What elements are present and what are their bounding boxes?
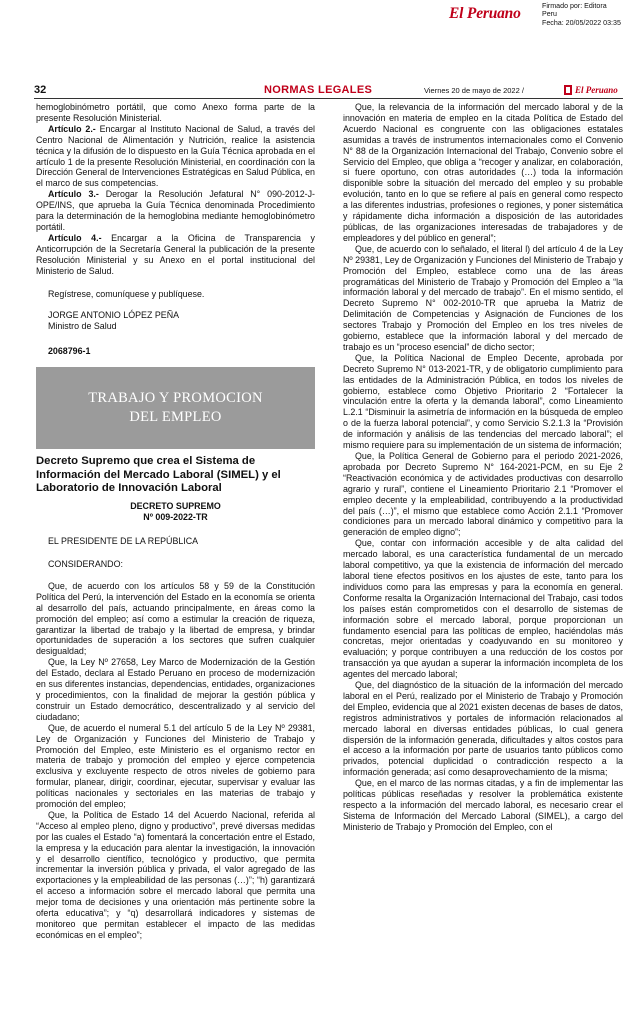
signature-block xyxy=(36,289,315,333)
publication-code: 2068796-1 xyxy=(48,346,91,357)
article-lead: Artículo 3.- xyxy=(48,189,99,200)
considerando-paragraph: Que, de acuerdo con los artículos 58 y 59 de la Constitución Política del Perú, la intervención del Estado en la economía se orienta al desarrollo del país, actuando principalmente, en áreas como la promoción del empleo; así como a estimular la creación de riqueza, garantizar la libertad de trabajo y la libertad de empresa, y brindar oportunidades de superación a los sectores que sufren cualquier desigualdad; xyxy=(36,580,315,657)
considerando-paragraph: Que, la relevancia de la información del mercado laboral y de la innovación en materia de empleo en la citada Política de Estado del Acuerdo Nacional es congruente con las obligaciones estatales asumidas a través de instrumentos internacionales como el Convenio N° 88 de la Organización Internacional del Trabajo, Convenio sobre el Servicio del Empleo, que obliga a “recoger y analizar, en colaboración, si fuere oportuno, con otras autoridades (…) toda la información disponible sobre la situación del mercado del empleo y su probable evolución, tanto en lo que se refiere al país en general como respecto a las diferentes industrias, profesiones o regiones, y poner sistemática y rápidamente dicha información a disposición de las autoridades públicas, de las organizaciones interesadas de trabajadores y de empleadores y del público en general”; xyxy=(343,102,623,243)
signature-line-1: Firmado por: Editora xyxy=(542,2,607,10)
article-paragraph xyxy=(36,124,315,189)
signer-title: Ministro de Salud xyxy=(48,321,117,332)
considerando-paragraph: Que, la Política de Estado 14 del Acuerdo Nacional, referida al “Acceso al empleo pleno, digno y productivo”, prevé diversas medidas por las cuales el Estado “a) fomentará la concertación entre el Estado, la empresa y la educación para alentar la investigación, la innovación y el desarrollo científico, tecnológico y productivo, que permita incrementar la inversión pública y privada, el valor agregado de las exportaciones y la empleabilidad de las personas (…)”; “h) garantizará el acceso a información sobre el mercado laboral que permita una mejor toma de decisiones y una orientación más pertinente sobre la oferta educativa”; y “q) desarrollará indicadores y sistemas de monitoreo que permitan establecer el impacto de las medidas económicas en el empleo”; xyxy=(36,809,315,940)
issue-date: Viernes 20 de mayo de 2022 / xyxy=(424,86,524,95)
section-title: NORMAS LEGALES xyxy=(264,84,373,96)
article-lead: Artículo 4.- xyxy=(48,232,102,243)
header-rule xyxy=(34,98,623,99)
section-banner xyxy=(36,367,315,449)
decree-title: Decreto Supremo que crea el Sistema de Información del Mercado Laboral (SIMEL) y el Laboratorio de Innovación Laboral xyxy=(36,455,281,495)
article-text: Derogar la Resolución Jefatural N° 090-2012-J-OPE/INS, que aprueba la Guía Técnica denominada Procedimiento para la determinación de la hemoglobina mediante hemoglobinómetro portátil. xyxy=(36,189,315,232)
left-column xyxy=(36,102,315,941)
decree-number: Nº 009-2022-TR xyxy=(143,511,208,522)
el-peruano-logo: El Peruano xyxy=(449,5,521,22)
newspaper-emblem-icon xyxy=(564,85,572,95)
page-number: 32 xyxy=(34,84,47,96)
article-lead: Artículo 2.- xyxy=(48,123,96,134)
header-paper-name: El Peruano xyxy=(575,85,618,95)
considerando-paragraph: Que, la Política General de Gobierno para el periodo 2021-2026, aprobada por Decreto Supremo N° 164-2021-PCM, en su Eje 2 “Reactivación económica y de actividades productivas con desarrollo agrario y rural”, contiene el Lineamiento Prioritario 2.1 “Promover el empleo decente y la empleabilidad, contribuyendo a la productividad del país (…)”, el mismo que establece como Acción 2.1.1 “Promover condiciones para un mercado laboral dinámico y competitivo para la generación de empleo digno”; xyxy=(343,451,623,538)
section-banner-line-2: DEL EMPLEO xyxy=(129,409,222,426)
article-paragraph xyxy=(36,189,315,233)
considerando-paragraph: Que, en el marco de las normas citadas, y a fin de implementar las políticas públicas reseñadas y resolver la problemática existente respecto a la información del mercado laboral, es necesario crear el Sistema de Información del Mercado Laboral (SIMEL), a cargo del Ministerio de Trabajo y Promoción del Empleo, con el xyxy=(343,778,623,832)
closing-formula: Regístrese, comuníquese y publíquese. xyxy=(48,288,205,299)
considerando-paragraph: Que, contar con información accesible y de alta calidad del mercado laboral, es una característica fundamental de un mercado laboral competitivo, ya que la existencia de información del mercado laboral tiene efectos positivos en los ajustes de este, tanto para los individuos como para las empresas y para la economía en general. Conforme resalta la Organización Internacional del Trabajo, casi todos los países están comprometidos con el desarrollo de sistemas de información sobre el mercado laboral, porque proporcionan un fundamento esencial para las políticas de empleo, haciéndolas más concretas, mejor orientadas y coadyuvando en su monitoreo y evaluación; y porque contribuyen a una reducción de los costos por transacción ya que ayudan a superar la información incompleta de los agentes del mercado laboral; xyxy=(343,538,623,680)
digital-signature-note xyxy=(542,2,621,27)
considerando-paragraph: Que, del diagnóstico de la situación de la información del mercado laboral en el Perú, realizado por el Ministerio de Trabajo y Promoción del Empleo, evidencia que al 2021 existen decenas de bases de datos, registros administrativos y portales de información relacionados al mercado laboral en diversas entidades públicas, lo cual genera dispersión de la información generada, dificultades y altos costos para el acceso a la información por parte de usuarios tanto públicos como privados, potencial duplicidad o contradicción respecto a la información generada; así como desaprovechamiento de la misma; xyxy=(343,680,623,778)
considerando-paragraph: Que, de acuerdo con lo señalado, el literal l) del artículo 4 de la Ley Nº 29381, Ley de Organización y Funciones del Ministerio de Trabajo y Promoción del Empleo, establece como una de las áreas programáticas del Ministerio de Trabajo y Promoción del Empleo a “la información laboral y del mercado de trabajo”. En el mismo sentido, el Decreto Supremo N° 002-2010-TR que aprueba la Matriz de Delimitación de Competencias y Asignación de Funciones de los sectores Trabajo y Promoción del Empleo en los tres niveles de gobierno, establece que la información laboral y del mercado de trabajo es un “proceso esencial” de dicho sector; xyxy=(343,243,623,352)
article-text: Encargar a la Oficina de Transparencia y Anticorrupción de la Secretaría General la publicación de la presente Resolución Ministerial y su Anexo en el portal institucional del Ministerio de Salud. xyxy=(36,232,315,276)
considerando-paragraph: Que, de acuerdo el numeral 5.1 del artículo 5 de la Ley Nº 29381, Ley de Organización y Funciones del Ministerio de Trabajo y Promoción del Empleo, este Ministerio es el organismo rector en materia de trabajo y promoción del empleo y ejerce competencia exclusiva y excluyente respecto de otros niveles de gobierno para formular, planear, dirigir, coordinar, ejecutar, supervisar y evaluar las políticas nacionales y sectoriales en las materias de trabajo y promoción del empleo; xyxy=(36,722,315,810)
article-text: Encargar al Instituto Nacional de Salud, a través del Centro Nacional de Alimentación y Nutrición, realice la asistencia técnica y la difusión de lo dispuesto en la Guía Técnica aprobada en el artículo 1 de la presente Resolución Ministerial, en coordinación con la Dirección General de Intervenciones Estratégicas en Salud Pública, en el marco de sus competencias. xyxy=(36,123,315,189)
right-column xyxy=(343,102,623,833)
decree-kind: DECRETO SUPREMO xyxy=(130,500,221,511)
signer-name: JORGE ANTONIO LÓPEZ PEÑA xyxy=(48,310,180,321)
paragraph: hemoglobinómetro portátil, que como Anexo forma parte de la presente Resolución Ministerial. xyxy=(36,102,315,123)
considerando-paragraph: Que, la Política Nacional de Empleo Decente, aprobada por Decreto Supremo N° 013-2021-TR, y de obligatorio cumplimiento para las entidades de la Administración Pública, en todos los niveles de gobierno, establece como Objetivo Prioritario 2 “Fortalecer la vinculación entre la oferta y la demanda laboral”, como Lineamiento L.2.1 “Disminuir la asimetría de información en la búsqueda de empleo o de la fuerza laboral potencial”, y como Servicio S.2.1.3 la “Provisión de información y análisis de las tendencias del mercado laboral”; el mismo requiere para su implementación de un sistema de información; xyxy=(343,352,623,451)
section-banner-line-1: TRABAJO Y PROMOCION xyxy=(88,390,263,407)
issuer-heading: EL PRESIDENTE DE LA REPÚBLICA xyxy=(48,536,199,547)
article-paragraph xyxy=(36,233,315,277)
considerando-paragraph: Que, la Ley Nº 27658, Ley Marco de Modernización de la Gestión del Estado, declara al Estado Peruano en proceso de modernización en sus diferentes instancias, dependencias, entidades, organizaciones y procedimientos, con la finalidad de mejorar la gestión pública y construir un Estado democrático, descentralizado y al servicio del ciudadano; xyxy=(36,657,315,722)
signature-line-3: Fecha: 20/05/2022 03:35 xyxy=(542,18,621,27)
signature-line-2: Peru xyxy=(542,10,557,19)
considerando-heading: CONSIDERANDO: xyxy=(48,559,123,569)
decree-identifier xyxy=(36,501,315,522)
